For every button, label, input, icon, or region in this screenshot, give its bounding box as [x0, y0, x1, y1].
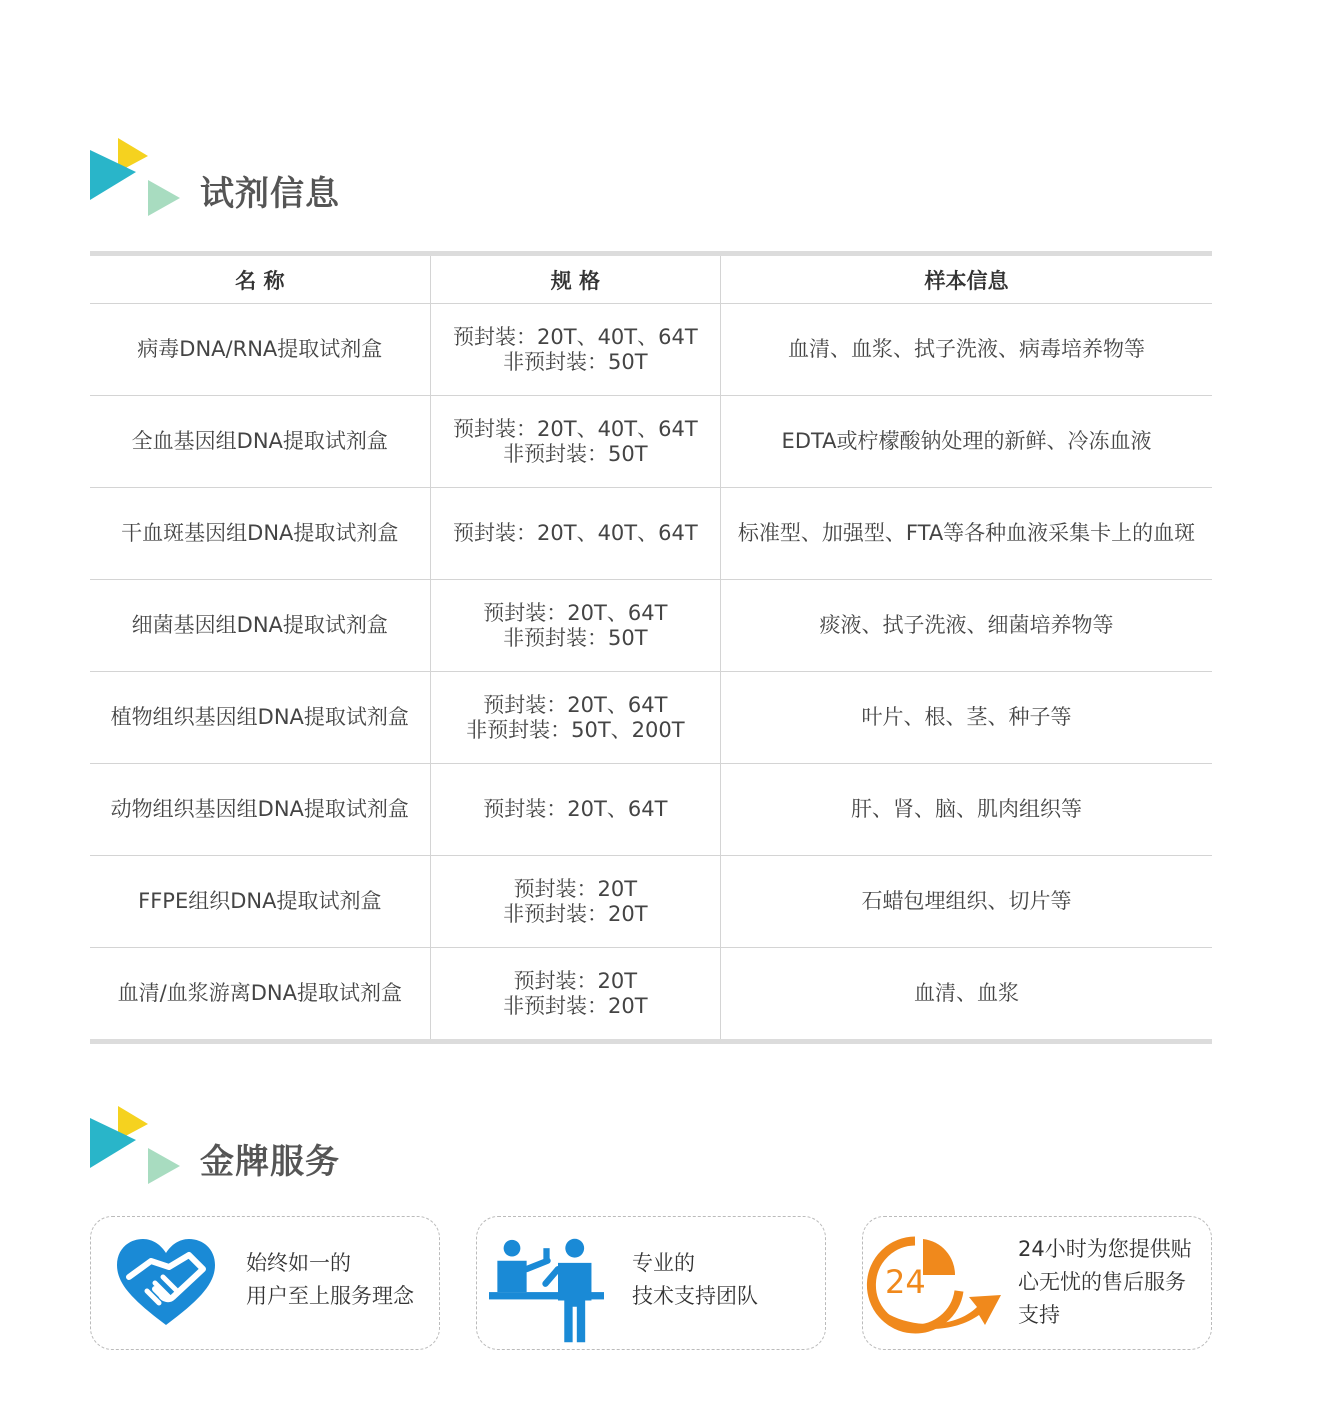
spec-line: 非预封装：50T [503, 625, 648, 650]
kit-sample: 肝、肾、脑、肌肉组织等 [721, 764, 1212, 856]
table-header-row [90, 256, 1212, 304]
table-row [90, 856, 1212, 948]
service-line: 支持 [1018, 1303, 1060, 1327]
reagent-table [90, 251, 1212, 1044]
spec-line: 预封装：20T、40T、64T [453, 416, 698, 441]
service-section-title: 金牌服务 [200, 1142, 340, 1182]
spec-line: 预封装：20T [513, 876, 638, 901]
kit-spec [430, 856, 721, 948]
kit-spec [430, 304, 721, 396]
triangles-logo-icon [90, 1104, 190, 1186]
service-card-philosophy [90, 1216, 440, 1350]
clock-24-icon [865, 1235, 1005, 1335]
kit-sample: 血清、血浆、拭子洗液、病毒培养物等 [721, 304, 1212, 396]
kit-sample: 血清、血浆 [914, 981, 1020, 1005]
kit-sample: 石蜡包埋组织、切片等 [721, 856, 1212, 948]
kit-name: 细菌基因组DNA提取试剂盒 [90, 580, 430, 672]
service-line: 心无忧的售后服务 [1018, 1270, 1186, 1294]
kit-spec [430, 764, 721, 856]
service-line: 始终如一的 [246, 1251, 351, 1275]
spec-line: 非预封装：20T [503, 901, 648, 926]
kit-sample: 叶片、根、茎、种子等 [721, 672, 1212, 764]
kit-spec [430, 488, 721, 580]
table-row [90, 672, 1212, 764]
service-card-support [476, 1216, 826, 1350]
service-cards [90, 1216, 1212, 1350]
table-row [90, 304, 1212, 396]
service-line: 技术支持团队 [632, 1284, 758, 1308]
reagent-section-header [90, 136, 490, 216]
service-section-header [90, 1104, 490, 1184]
handshake-heart-icon [111, 1233, 221, 1333]
kit-name: 植物组织基因组DNA提取试剂盒 [90, 672, 430, 764]
table-row [90, 948, 1212, 1040]
spec-line: 预封装：20T、64T [483, 600, 668, 625]
header-spec: 规 格 [430, 256, 721, 304]
kit-spec [430, 672, 721, 764]
header-sample: 样本信息 [721, 256, 1212, 304]
kit-name: 病毒DNA/RNA提取试剂盒 [90, 304, 430, 396]
kit-spec [430, 948, 721, 1040]
table-row [90, 396, 1212, 488]
spec-line: 非预封装：50T [503, 441, 648, 466]
kit-name: 干血斑基因组DNA提取试剂盒 [90, 488, 430, 580]
table-row [90, 580, 1212, 672]
kit-sample: 标准型、加强型、FTA等各种血液采集卡上的血斑 [721, 488, 1212, 580]
kit-sample: 痰液、拭子洗液、细菌培养物等 [721, 580, 1212, 672]
service-line: 用户至上服务理念 [246, 1284, 414, 1308]
service-card-text [246, 1247, 414, 1313]
service-card-text [632, 1247, 758, 1313]
spec-line: 非预封装：50T、200T [466, 717, 685, 742]
kit-name: 动物组织基因组DNA提取试剂盒 [90, 764, 430, 856]
kit-name: 血清/血浆游离DNA提取试剂盒 [90, 948, 430, 1040]
spec-line: 预封装：20T、40T、64T [453, 521, 698, 545]
reagent-section-title: 试剂信息 [200, 174, 340, 214]
table-row [90, 764, 1212, 856]
service-line: 24小时为您提供贴 [1018, 1237, 1192, 1261]
spec-line: 预封装：20T、64T [483, 692, 668, 717]
support-team-icon [489, 1235, 604, 1345]
spec-line: 非预封装：20T [503, 993, 648, 1018]
service-card-text [1018, 1233, 1192, 1332]
header-name: 名 称 [90, 256, 430, 304]
kit-name: FFPE组织DNA提取试剂盒 [90, 856, 430, 948]
spec-line: 预封装：20T [513, 968, 638, 993]
service-line: 专业的 [632, 1251, 695, 1275]
service-card-24h [862, 1216, 1212, 1350]
triangles-logo-icon [90, 136, 190, 218]
clock-24-label: 24 [885, 1263, 926, 1301]
spec-line: 预封装：20T、40T、64T [453, 324, 698, 349]
table-row [90, 488, 1212, 580]
spec-line: 预封装：20T、64T [483, 797, 668, 821]
spec-line: 非预封装：50T [503, 349, 648, 374]
kit-spec [430, 396, 721, 488]
kit-name: 全血基因组DNA提取试剂盒 [90, 396, 430, 488]
kit-spec [430, 580, 721, 672]
kit-sample: EDTA或柠檬酸钠处理的新鲜、冷冻血液 [721, 396, 1212, 488]
